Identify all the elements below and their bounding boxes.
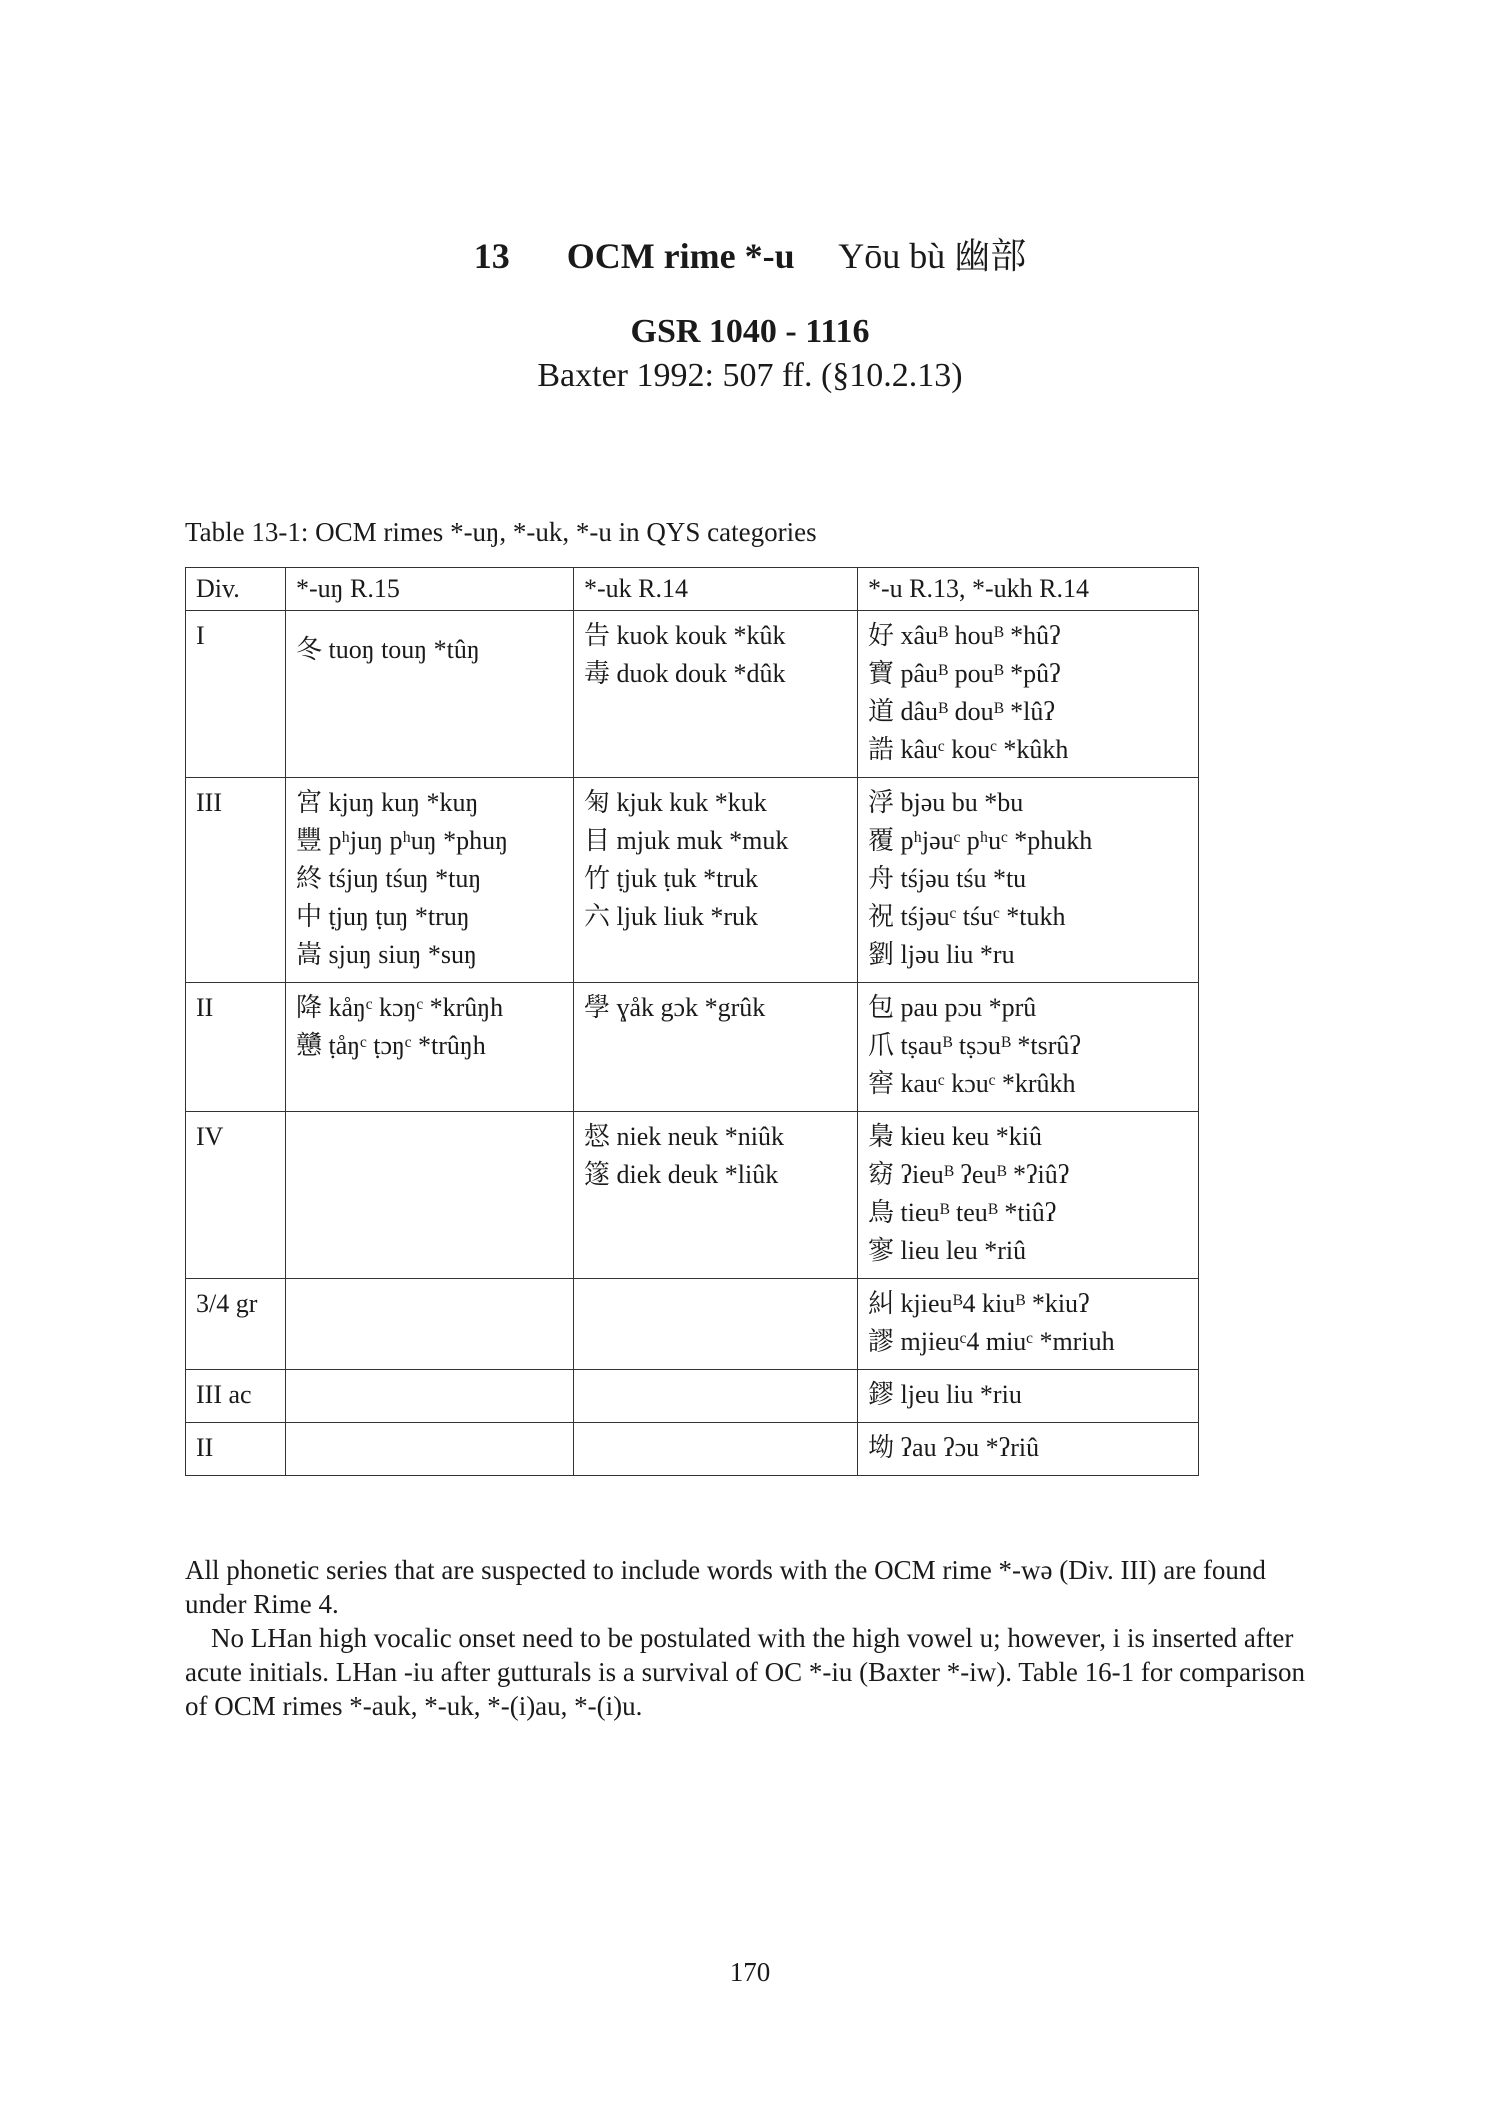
rime-entry: 梟 kieu keu *kiû <box>868 1122 1043 1151</box>
rime-hanzi: 幽部 <box>954 236 1027 276</box>
rime-entry: 誥 kâuᶜ kouᶜ *kûkh <box>868 735 1069 764</box>
rime-pinyin: Yōu bù <box>838 236 946 276</box>
rime-entry: 毒 duok douk *dûk <box>584 659 786 688</box>
rime-entry: 包 pau pɔu *prû <box>868 993 1037 1022</box>
u-cell <box>858 1112 1199 1279</box>
header-uk: *-uk R.14 <box>574 568 858 611</box>
rime-entry: 豐 pʰjuŋ pʰuŋ *phuŋ <box>296 826 509 855</box>
rime-entry: 冬 tuoŋ touŋ *tûŋ <box>296 635 480 664</box>
rime-entry: 惄 niek neuk *niûk <box>584 1122 785 1151</box>
rime-entry: 中 ṭjuŋ ṭuŋ *truŋ <box>296 902 470 931</box>
table-row <box>186 1370 1199 1423</box>
uk-cell <box>574 1370 858 1423</box>
chapter-title <box>0 228 1500 279</box>
div-cell: I <box>186 611 286 778</box>
rime-entry: 終 tśjuŋ tśuŋ *tuŋ <box>296 864 482 893</box>
rime-entry: 戇 ṭåŋᶜ ṭɔŋᶜ *trûŋh <box>296 1031 486 1060</box>
rime-entry: 匊 kjuk kuk *kuk <box>584 788 767 817</box>
rime-entry: 鏐 ljeu liu *riu <box>868 1380 1022 1409</box>
rime-entry: 劉 ljəu liu *ru <box>868 940 1015 969</box>
gsr-range: GSR 1040 - 1116 <box>630 313 870 350</box>
rime-entry: 坳 ʔau ʔɔu *ʔriû <box>868 1433 1040 1462</box>
u-cell <box>858 778 1199 983</box>
u-cell <box>858 983 1199 1112</box>
header-u: *-u R.13, *-ukh R.14 <box>858 568 1199 611</box>
uk-cell <box>574 1279 858 1370</box>
rime-entry: 浮 bjəu bu *bu <box>868 788 1024 817</box>
rime-entry: 舟 tśjəu tśu *tu <box>868 864 1027 893</box>
ung-cell <box>286 1370 574 1423</box>
rime-entry: 糾 kjieuᴮ4 kiuᴮ *kiuʔ <box>868 1289 1090 1318</box>
table-row <box>186 611 1199 778</box>
u-cell <box>858 1423 1199 1476</box>
uk-cell <box>574 778 858 983</box>
ung-cell <box>286 1112 574 1279</box>
ung-cell <box>286 983 574 1112</box>
rime-entry: 鳥 tieuᴮ teuᴮ *tiûʔ <box>868 1198 1057 1227</box>
rime-title: OCM rime *-u <box>566 236 795 276</box>
chapter-number: 13 <box>473 236 510 276</box>
uk-cell <box>574 1112 858 1279</box>
rime-entry: 爪 tṣauᴮ tṣɔuᴮ *tsrûʔ <box>868 1031 1081 1060</box>
table-row <box>186 1279 1199 1370</box>
div-cell: III <box>186 778 286 983</box>
rime-entry: 寥 lieu leu *riû <box>868 1236 1027 1265</box>
uk-cell <box>574 983 858 1112</box>
rime-entry: 篴 diek deuk *liûk <box>584 1160 779 1189</box>
rime-entry: 嵩 sjuŋ siuŋ *suŋ <box>296 940 477 969</box>
div-cell: II <box>186 983 286 1112</box>
table-row <box>186 1112 1199 1279</box>
ung-cell <box>286 778 574 983</box>
rime-entry: 謬 mjieuᶜ4 miuᶜ *mriuh <box>868 1327 1115 1356</box>
rimes-table <box>185 567 1199 1476</box>
uk-cell <box>574 1423 858 1476</box>
ung-cell <box>286 1279 574 1370</box>
table-header-row <box>186 568 1199 611</box>
u-cell <box>858 611 1199 778</box>
rime-entry: 宮 kjuŋ kuŋ *kuŋ <box>296 788 479 817</box>
table-caption: Table 13-1: OCM rimes *-uŋ, *-uk, *-u in QYS categories <box>185 517 817 547</box>
u-cell <box>858 1370 1199 1423</box>
table-row <box>186 983 1199 1112</box>
div-cell: 3/4 gr <box>186 1279 286 1370</box>
rime-entry: 覆 pʰjəuᶜ pʰuᶜ *phukh <box>868 826 1093 855</box>
div-cell: IV <box>186 1112 286 1279</box>
uk-cell <box>574 611 858 778</box>
paragraph: All phonetic series that are suspected to include words with the OCM rime *-wə (Div. III) are found under Rime 4. <box>185 1555 1266 1619</box>
rime-entry: 竹 ṭjuk ṭuk *truk <box>584 864 759 893</box>
rime-entry: 降 kåŋᶜ kɔŋᶜ *krûŋh <box>296 993 504 1022</box>
div-cell: II <box>186 1423 286 1476</box>
paragraph: No LHan high vocalic onset need to be postulated with the high vowel u; however, i is inserted after acute initials. LHan -iu after gutturals is a survival of OC *-iu (Baxter *-iw). Table 16-1 for comparison of OCM rimes *-auk, *-uk, *-(i)au, *-(i)u. <box>185 1623 1306 1721</box>
div-cell: III ac <box>186 1370 286 1423</box>
rime-entry: 告 kuok kouk *kûk <box>584 621 786 650</box>
rime-entry: 道 dâuᴮ douᴮ *lûʔ <box>868 697 1055 726</box>
page-number: 170 <box>729 1957 771 1987</box>
rime-entry: 好 xâuᴮ houᴮ *hûʔ <box>868 621 1061 650</box>
table-row <box>186 778 1199 983</box>
baxter-reference: Baxter 1992: 507 ff. (§10.2.13) <box>537 357 963 394</box>
rime-entry: 寶 pâuᴮ pouᴮ *pûʔ <box>868 659 1061 688</box>
rime-entry: 窖 kauᶜ kɔuᶜ *krûkh <box>868 1069 1076 1098</box>
table-row <box>186 1423 1199 1476</box>
rime-entry: 窈 ʔieuᴮ ʔeuᴮ *ʔiûʔ <box>868 1160 1070 1189</box>
header-div: Div. <box>186 568 286 611</box>
rime-entry: 祝 tśjəuᶜ tśuᶜ *tukh <box>868 902 1066 931</box>
rime-entry: 學 ɣåk gɔk *grûk <box>584 993 766 1022</box>
ung-cell <box>286 611 574 778</box>
rime-entry: 目 mjuk muk *muk <box>584 826 789 855</box>
u-cell <box>858 1279 1199 1370</box>
header-ung: *-uŋ R.15 <box>286 568 574 611</box>
rime-entry: 六 ljuk liuk *ruk <box>584 902 759 931</box>
ung-cell <box>286 1423 574 1476</box>
